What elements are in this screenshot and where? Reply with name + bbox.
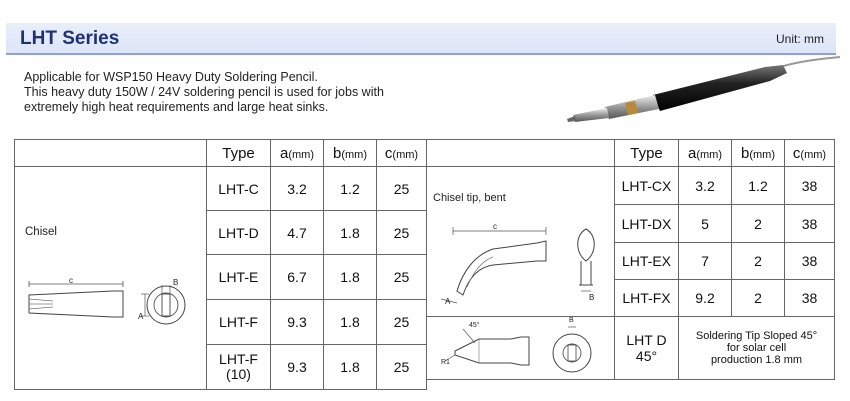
bent-chisel-diagram-cell [427,167,615,317]
c-cell: 38 [785,167,835,205]
table-row [427,167,835,205]
c-cell: 25 [377,167,427,211]
section-header [6,23,836,55]
a-cell: 7 [679,243,732,280]
col-a-unit: (mm) [288,148,314,161]
type-cell: LHT-D [207,211,271,255]
sloped-tip-diagram-cell [427,317,615,380]
a-cell: 3.2 [679,167,732,205]
c-cell: 25 [377,300,427,345]
col-a-unit: (mm) [696,148,722,161]
a-cell: 4.7 [271,211,324,255]
col-a-header [679,140,732,167]
c-cell: 38 [785,280,835,317]
col-a-header [271,140,324,167]
description-line: Applicable for WSP150 Heavy Duty Soldering Pencil. [24,70,318,84]
special-note-cell [679,317,835,380]
a-cell: 9.3 [271,300,324,345]
b-cell: 1.2 [732,167,785,205]
col-a-letter: a [688,144,697,162]
col-c-unit: (mm) [392,148,419,161]
col-c-letter: c [384,144,393,162]
col-c-unit: (mm) [800,148,827,161]
b-cell: 2 [732,205,785,243]
table-row [15,167,427,211]
b-cell: 1.8 [324,255,377,300]
type-cell: LHT D 45° [615,317,679,380]
dim-b-label: B [173,278,179,287]
dim-c-label: c [69,276,73,285]
chisel-diagram-cell [15,167,207,390]
bent-chisel-diagram [433,215,611,305]
a-cell: 3.2 [271,167,324,211]
c-cell: 25 [377,211,427,255]
chisel-tip-diagram [23,271,198,341]
type-suffix: (10) [226,366,251,382]
dim-b-label: B [589,293,595,302]
table-header-row [427,140,835,167]
soldering-pencil-image [565,55,840,127]
col-c-header [785,140,835,167]
type-cell: LHT-DX [615,205,679,243]
col-b-letter: b [333,144,342,162]
b-cell: 2 [732,243,785,280]
description-line: extremely high heat requirements and large heat sinks. [24,100,329,114]
type-cell: LHT-CX [615,167,679,205]
b-cell: 1.2 [324,167,377,211]
col-b-letter: b [741,144,750,162]
type-header: Type [207,140,271,167]
type-cell: LHT-E [207,255,271,300]
b-cell: 1.8 [324,300,377,345]
chisel-spec-table [14,139,427,390]
b-cell: 1.8 [324,211,377,255]
sloped-tip-diagram [433,321,611,377]
type-name: LHT-F [219,351,258,367]
a-cell: 9.3 [271,345,324,390]
a-cell: 5 [679,205,732,243]
angle-label: 45° [469,322,480,329]
dim-a-label: A [445,297,451,306]
type-cell: LHT-FX [615,280,679,317]
unit-label: Unit: mm [776,32,824,46]
a-cell: 9.2 [679,280,732,317]
note-line: production 1.8 mm [710,354,803,366]
c-cell: 25 [377,345,427,390]
table-header-row [15,140,427,167]
col-c-header [377,140,427,167]
diagram-header [15,140,207,167]
b-cell: 1.8 [324,345,377,390]
note-line: for solar cell [726,342,787,354]
diagram-header [427,140,615,167]
c-cell: 38 [785,243,835,280]
description-line: This heavy duty 150W / 24V soldering pencil is used for jobs with [24,85,384,99]
c-cell: 25 [377,255,427,300]
section-title: LHT Series [20,28,120,49]
b-cell: 2 [732,280,785,317]
note-line: Soldering Tip Sloped 45° [695,330,818,342]
col-b-unit: (mm) [749,148,775,161]
col-a-letter: a [280,144,289,162]
col-b-header [324,140,377,167]
type-cell [207,345,271,390]
type-cell: LHT-F [207,300,271,345]
dim-b-label: B [569,317,574,324]
c-cell: 38 [785,205,835,243]
a-cell: 6.7 [271,255,324,300]
bent-chisel-spec-table [426,139,835,380]
col-c-letter: c [792,144,801,162]
description [24,70,444,115]
col-b-unit: (mm) [341,148,367,161]
dim-a-label: A [138,312,144,321]
col-b-header [732,140,785,167]
shape-label: Chisel tip, bent [433,192,506,204]
shape-label: Chisel [25,226,57,238]
radius-label: R1 [441,359,450,366]
type-header: Type [615,140,679,167]
type-cell: LHT-C [207,167,271,211]
dim-c-label: c [493,222,497,231]
type-cell: LHT-EX [615,243,679,280]
table-row-special [427,317,835,380]
